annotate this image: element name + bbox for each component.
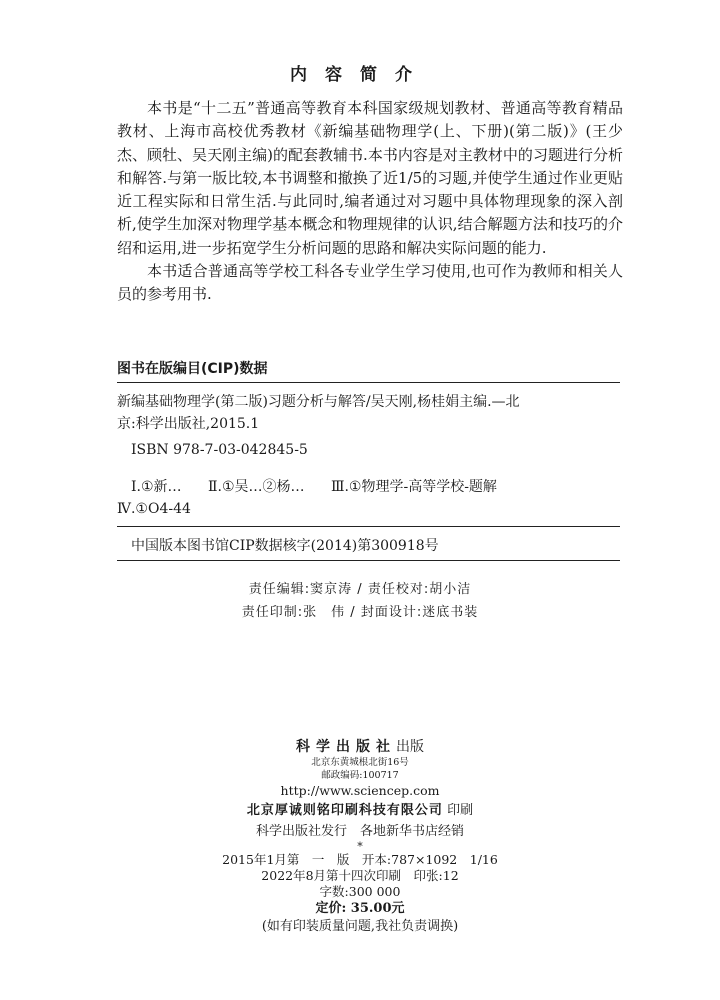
printer-suffix: 印刷 (447, 803, 474, 818)
cip-record-number: 中国版本图书馆CIP数据核字(2014)第300918号 (131, 538, 439, 554)
cip-class-1: Ⅰ.①新… (131, 479, 182, 495)
intro-paragraph-1: 本书是“十二五”普通高等教育本科国家级规划教材、普通高等教育精品教材、上海市高校优秀教材《新编基础物理学(上、下册)(第二版)》(王少杰、顾牡、吴天刚主编)的配套教辅书.本书内容是对主教材中的习题进行分析和解答.与第一版比较,本书调整和撤换了近1/5的习题,并使学生通过作业更贴近工程实际和日常生活.与此同时,编者通过对习题中具体物理现象的深入剖析,使学生加深对物理学基本概念和物理规律的认识,结合解题方法和技巧的介绍和运用,进一步拓宽学生分析问题的思路和解决实际问题的能力. (117, 99, 623, 257)
distribution: 科学出版社发行 各地新华书店经销 (255, 824, 464, 839)
intro-paragraph-2: 本书适合普通高等学校工科各专业学生学习使用,也可作为教师和相关人员的参考用书. (117, 262, 623, 304)
separator-star: * (357, 840, 363, 853)
cip-isbn: ISBN 978-7-03-042845-5 (131, 442, 308, 458)
edition-line: 2015年1月第 一 版 开本:787×1092 1/16 (222, 852, 498, 867)
introduction (117, 97, 623, 307)
quality-note: (如有印装质量问题,我社负责调换) (261, 919, 459, 934)
printing-line: 2022年8月第十四次印刷 印张:12 (261, 868, 459, 883)
credits-line-2: 责任印制:张 伟 / 封面设计:迷底书装 (241, 605, 479, 620)
cip-classification (117, 476, 620, 520)
cip-title-line-2: 京:科学出版社,2015.1 (117, 416, 260, 432)
cip-top-rule (117, 382, 620, 383)
publication-info (0, 738, 720, 936)
price: 定价: 35.00元 (315, 901, 405, 916)
publisher-name: 科学出版社 (296, 739, 396, 755)
publisher-suffix: 出版 (396, 739, 424, 755)
cip-class-2: Ⅱ.①吴…②杨… (207, 479, 305, 495)
credits (0, 578, 720, 624)
page-title: 内容简介 (290, 65, 430, 85)
cip-class-3: Ⅲ.①物理学-高等学校-题解 (330, 479, 497, 495)
printer-name: 北京厚诚则铭印刷科技有限公司 (246, 803, 443, 818)
cip-class-4: Ⅳ.①O4-44 (117, 501, 191, 517)
printer (0, 800, 720, 822)
word-count: 字数:300 000 (319, 884, 401, 899)
publisher-postcode: 邮政编码:100717 (321, 770, 399, 781)
publisher (0, 738, 720, 756)
cip-record-body (117, 391, 620, 461)
cip-title-line-1: 新编基础物理学(第二版)习题分析与解答/吴天刚,杨桂娟主编.—北 (117, 394, 520, 410)
credits-line-1: 责任编辑:窦京涛 / 责任校对:胡小洁 (248, 582, 472, 597)
cip-heading: 图书在版编目(CIP)数据 (117, 361, 268, 377)
publisher-url: http://www.sciencep.com (280, 783, 440, 798)
publisher-address: 北京东黄城根北街16号 (311, 757, 409, 768)
cip-middle-rule (117, 526, 620, 527)
cip-bottom-rule (117, 560, 620, 561)
